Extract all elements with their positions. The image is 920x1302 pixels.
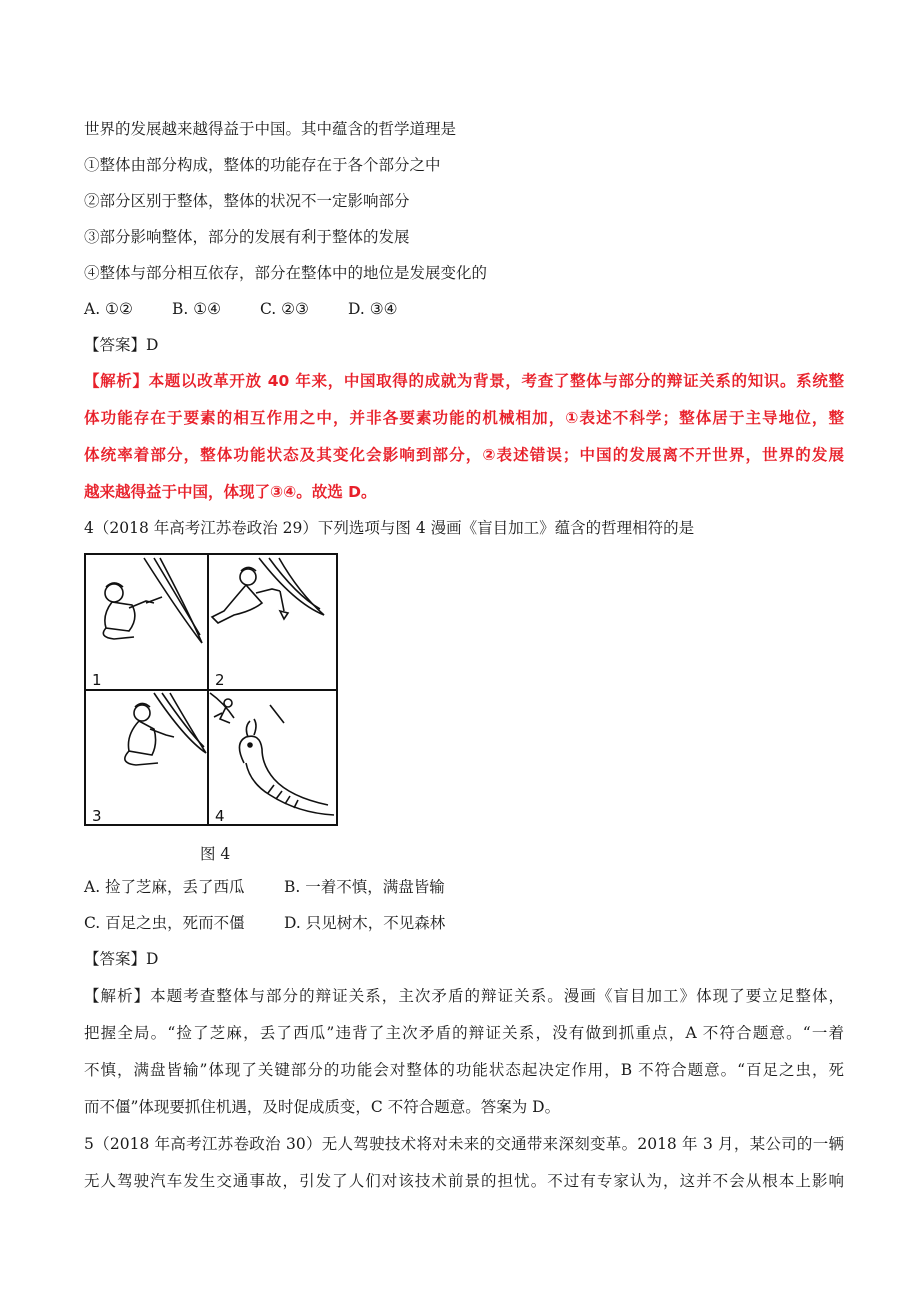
q3-option-a: A. ①② bbox=[84, 300, 133, 318]
q3-statement-2: ②部分区别于整体，整体的状况不一定影响部分 bbox=[84, 192, 410, 210]
q3-statement-1: ①整体由部分构成，整体的功能存在于各个部分之中 bbox=[84, 156, 441, 174]
q3-stem-tail: 世界的发展越来越得益于中国。其中蕴含的哲学道理是 bbox=[84, 120, 457, 138]
q4-stem: 4（2018 年高考江苏卷政治 29）下列选项与图 4 漫画《盲目加工》蕴含的哲理相符的是 bbox=[84, 519, 695, 537]
q4-option-a: A. 捡了芝麻，丢了西瓜 bbox=[84, 878, 245, 896]
panel-number-3: 3 bbox=[92, 807, 102, 825]
q4-options-row-1 bbox=[84, 876, 844, 898]
q3-analysis-line-3: 体统率着部分，整体功能状态及其变化会影响到部分，②表述错误；中国的发展离不开世界，世界的发展 bbox=[84, 446, 844, 464]
q3-option-c: C. ②③ bbox=[260, 300, 309, 318]
q3-statement-4: ④整体与部分相互依存，部分在整体中的地位是发展变化的 bbox=[84, 264, 488, 282]
q4-option-b: B. 一着不慎，满盘皆输 bbox=[284, 878, 445, 896]
q3-analysis-label: 【解析】 bbox=[84, 372, 149, 390]
q3-analysis-line-2: 体功能存在于要素的相互作用之中，并非各要素功能的机械相加，①表述不科学；整体居于主导地位，整 bbox=[84, 409, 844, 427]
q4-answer: 【答案】D bbox=[84, 950, 159, 968]
q3-option-b: B. ①④ bbox=[172, 300, 222, 318]
q4-option-c: C. 百足之虫，死而不僵 bbox=[84, 914, 245, 932]
q3-answer: 【答案】D bbox=[84, 336, 159, 354]
q3-options bbox=[84, 298, 844, 320]
q4-analysis-line-1: 【解析】本题考查整体与部分的辩证关系，主次矛盾的辩证关系。漫画《盲目加工》体现了要立足整体， bbox=[84, 987, 844, 1005]
q4-option-d: D. 只见树木，不见森林 bbox=[284, 914, 446, 932]
q3-analysis-line-4: 越来越得益于中国，体现了③④。故选 D。 bbox=[84, 483, 377, 501]
q5-line-1: 5（2018 年高考江苏卷政治 30）无人驾驶技术将对未来的交通带来深刻变革。2018 年 3 月，某公司的一辆 bbox=[84, 1135, 844, 1153]
q4-analysis-line-4: 而不僵”体现要抓住机遇，及时促成质变，C 不符合题意。答案为 D。 bbox=[84, 1098, 561, 1116]
q4-analysis-line-3: 不慎，满盘皆输”体现了关键部分的功能会对整体的功能状态起决定作用，B 不符合题意。“百足之虫，死 bbox=[84, 1061, 844, 1079]
figure-caption: 图 4 bbox=[200, 845, 231, 863]
q3-analysis-line-1 bbox=[84, 370, 844, 392]
panel-number-1: 1 bbox=[92, 671, 102, 689]
q4-options-row-2 bbox=[84, 912, 844, 934]
cartoon-figure bbox=[84, 553, 338, 826]
panel-number-4: 4 bbox=[215, 807, 225, 825]
panel-number-2: 2 bbox=[215, 671, 225, 689]
q4-analysis-line-2: 把握全局。“捡了芝麻，丢了西瓜”违背了主次矛盾的辩证关系，没有做到抓重点，A 不符合题意。“一着 bbox=[84, 1024, 844, 1042]
q3-analysis-text-1: 本题以改革开放 40 年来，中国取得的成就为背景，考查了整体与部分的辩证关系的知识。系统整 bbox=[148, 372, 844, 390]
q3-statement-3: ③部分影响整体，部分的发展有利于整体的发展 bbox=[84, 228, 410, 246]
q5-line-2: 无人驾驶汽车发生交通事故，引发了人们对该技术前景的担忧。不过有专家认为，这并不会从根本上影响 bbox=[84, 1172, 844, 1190]
q3-option-d: D. ③④ bbox=[348, 300, 398, 318]
